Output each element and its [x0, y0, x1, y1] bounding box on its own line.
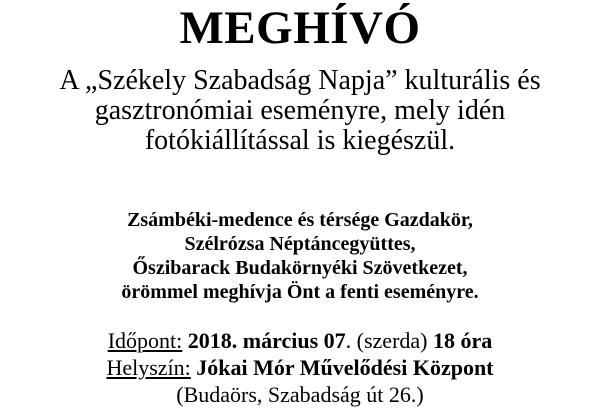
- intro-line-2: gasztronómiai eseményre, mely idén: [94, 95, 506, 126]
- page-title: MEGHÍVÓ: [179, 2, 421, 54]
- host-line-3: Őszibarack Budakörnyéki Szövetkezet,: [132, 257, 468, 279]
- time-line: [0, 327, 600, 354]
- intro-paragraph: [0, 66, 600, 156]
- intro-line-3: fotókiállítással is kiegészül.: [144, 125, 456, 156]
- event-details: [0, 327, 600, 408]
- time-hour: 18 óra: [433, 328, 493, 353]
- time-separator: . (szerda): [345, 328, 433, 353]
- host-line-1: Zsámbéki-medence és térsége Gazdakör,: [127, 209, 473, 231]
- time-label: Időpont:: [107, 328, 183, 353]
- venue-line: [0, 354, 600, 381]
- address-line: (Budaörs, Szabadság út 26.): [176, 382, 424, 407]
- intro-line-1: A „Székely Szabadság Napja” kulturális és: [59, 65, 541, 96]
- hosts-paragraph: [0, 208, 600, 304]
- host-line-2: Szélrózsa Néptáncegyüttes,: [184, 233, 416, 255]
- time-date: 2018. március 07: [187, 328, 346, 353]
- venue-label: Helyszín:: [106, 355, 191, 380]
- venue-name: Jókai Mór Művelődési Központ: [196, 355, 494, 380]
- host-line-4: örömmel meghívja Önt a fenti eseményre.: [121, 281, 479, 303]
